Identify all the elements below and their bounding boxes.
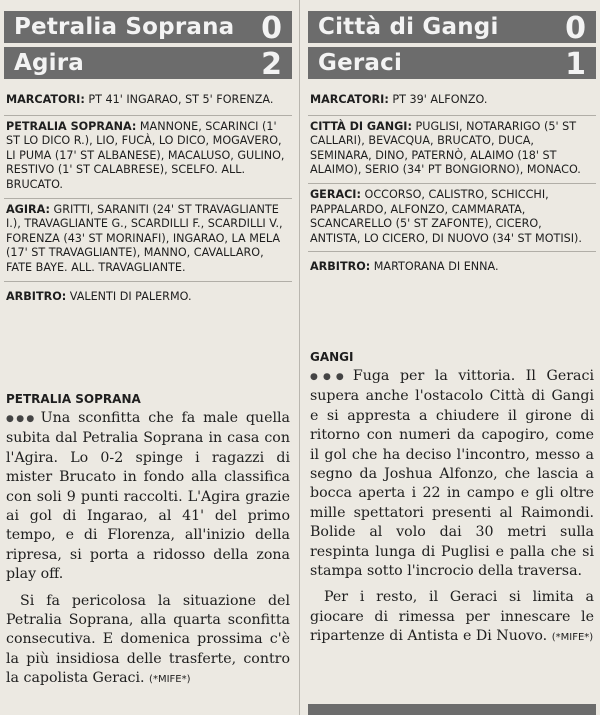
- match-details: [308, 85, 596, 280]
- next-article-bar: [308, 704, 596, 715]
- article-signature: (*MIFE*): [149, 674, 191, 686]
- left-article: [6, 392, 290, 690]
- away-team-score: 1: [565, 47, 586, 82]
- marcatori-text: PT 41' INGARAO, ST 5' FORENZA.: [88, 93, 274, 106]
- match-details: [4, 85, 292, 309]
- article-heading: PETRALIA SOPRANA: [6, 392, 141, 406]
- article-paragraph-1-text: Fuga per la vittoria. Il Geraci supera anche l'ostacolo Città di Gangi e si appresta a chiudere il girone di ritorno con numeri da capogiro, come il gol che ha deciso l'incontro, messo a segno da Joshua Alfonzo, che lascia a bocca aperta i 22 in campo e gli oltre mille spettatori presenti al Raimondi. Bolide al volo dai 30 metri sulla respinta lunga di Puglisi e palla che si stampa sotto l'incrocio della traversa.: [310, 368, 594, 580]
- home-lineup-label: CITTÀ DI GANGI:: [310, 119, 412, 133]
- home-team-score: 0: [565, 11, 586, 46]
- home-lineup-text: MANNONE, SCARINCI (1' ST LO DICO R.), LIO, FUCÀ, LO DICO, MOGAVERO, LI PUMA (17' ST ALBANESE), MACALUSO, GULINO, RESTIVO (1' ST CALABRESE), SCELFO. ALL. BRUCATO.: [6, 119, 285, 191]
- article-paragraph-2-text: Per i resto, il Geraci si limita a giocare di rimessa per innescare le ripartenze di Antista e Di Nuovo.: [310, 589, 594, 645]
- arbitro-label: ARBITRO:: [310, 260, 371, 274]
- article-paragraph-1: [310, 367, 594, 581]
- away-lineup-block: [4, 199, 292, 282]
- home-team-score: 0: [261, 11, 282, 46]
- arbitro-text: VALENTI DI PALERMO.: [69, 289, 192, 303]
- article-paragraph-2: [6, 592, 290, 690]
- article-paragraph-1-text: Una sconfitta che fa male quella subita dal Petralia Soprana in casa con l'Agira. Lo 0-2 spinge i ragazzi di mister Brucato in fondo alla classifica con soli 9 punti raccolti. L'Agira grazie ai gol di Ingarao, al 41' del primo tempo, e di Florenza, all'inizio della ripresa, si porta a ridosso della zona play off.: [6, 410, 290, 583]
- bullet-dots-icon: ●●●: [6, 414, 37, 424]
- arbitro-text: MARTORANA DI ENNA.: [373, 260, 499, 274]
- article-paragraph-2: [310, 588, 594, 647]
- away-team-bar: [308, 47, 596, 82]
- away-lineup-label: GERACI:: [310, 187, 361, 201]
- column-divider: [299, 0, 300, 715]
- away-lineup-text: OCCORSO, CALISTRO, SCHICCHI, PAPPALARDO, ALFONZO, CAMMARATA, SCANCARELLO (5' ST ZAFONTE), CICERO, ANTISTA, LO CICERO, DI NUOVO (34' ST MOTISI).: [310, 187, 582, 245]
- away-lineup-label: AGIRA:: [6, 202, 50, 216]
- away-team-score: 2: [261, 47, 282, 82]
- home-team-bar: [4, 11, 292, 46]
- home-team-name: Petralia Soprana: [14, 14, 235, 40]
- home-lineup-label: PETRALIA SOPRANA:: [6, 119, 137, 133]
- away-team-name: Agira: [14, 50, 85, 76]
- away-team-name: Geraci: [318, 50, 403, 76]
- article-heading: GANGI: [310, 350, 354, 364]
- marcatori-label: MARCATORI:: [310, 93, 389, 106]
- arbitro-block: [4, 282, 292, 310]
- home-lineup-text: PUGLISI, NOTARARIGO (5' ST CALLARI), BEVACQUA, BRUCATO, DUCA, SEMINARA, DINO, PATERNÒ, ALAIMO (18' ST ALAIMO), SERIO (34' PT BONGIORNO), MONACO.: [310, 119, 581, 177]
- marcatori-block: [308, 85, 596, 116]
- away-lineup-block: [308, 184, 596, 252]
- marcatori-block: [4, 85, 292, 116]
- away-lineup-text: GRITTI, SARANITI (24' ST TRAVAGLIANTE I.), TRAVAGLIANTE G., SCARDILLI F., SCARDILLI V., FORENZA (43' ST MORINAFI), INGARAO, LA MELA (17' ST TRAVAGLIANTE), MANNO, CAVALLARO, FATE BAYE. ALL. TRAVAGLIANTE.: [6, 202, 283, 274]
- marcatori-text: PT 39' ALFONZO.: [392, 93, 488, 106]
- article-signature: (*MIFE*): [551, 632, 594, 644]
- home-team-name: Città di Gangi: [318, 14, 499, 40]
- home-lineup-block: [4, 116, 292, 199]
- home-lineup-block: [308, 116, 596, 184]
- article-paragraph-1: [6, 409, 290, 585]
- left-column: [4, 0, 292, 687]
- away-team-bar: [4, 47, 292, 82]
- arbitro-block: [308, 252, 596, 280]
- marcatori-label: MARCATORI:: [6, 93, 85, 106]
- right-article: [310, 350, 594, 648]
- right-column: [308, 0, 596, 645]
- bullet-dots-icon: ●●●: [310, 372, 349, 382]
- home-team-bar: [308, 11, 596, 46]
- article-paragraph-2-text: Si fa pericolosa la situazione del Petralia Soprana, alla quarta sconfitta consecutiva. E domenica prossima c'è la più insidiosa delle trasferte, contro la capolista Geraci.: [6, 592, 290, 687]
- arbitro-label: ARBITRO:: [6, 289, 67, 303]
